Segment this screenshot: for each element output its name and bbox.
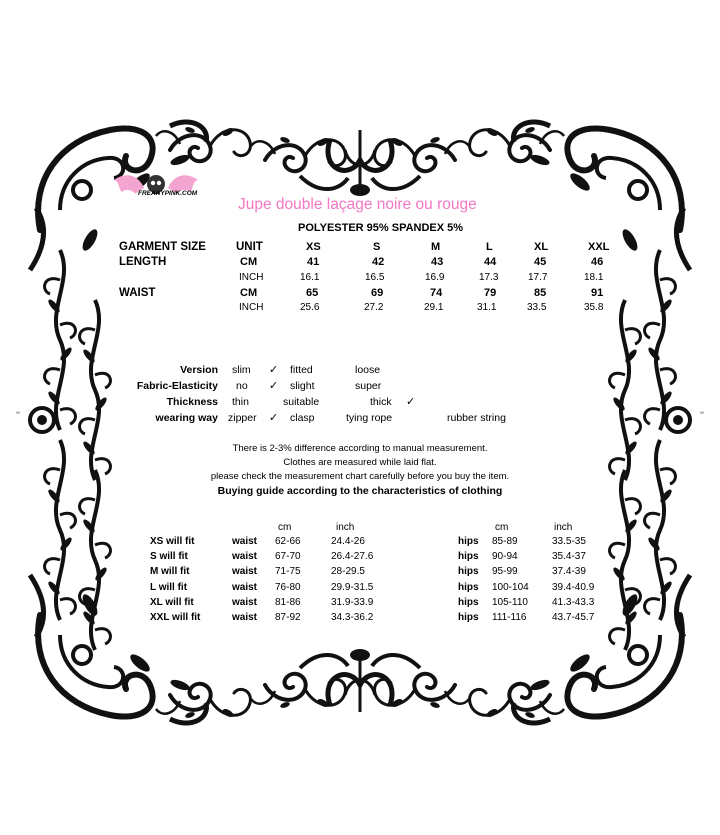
- length-cm-value: 42: [372, 256, 385, 268]
- waist-cm-value: 79: [484, 287, 497, 299]
- guide-hips-label: hips: [458, 581, 479, 593]
- edge-mark-left: ": [16, 410, 20, 422]
- material-label: POLYESTER 95% SPANDEX 5%: [298, 222, 464, 234]
- guide-hips-label: hips: [458, 566, 479, 578]
- characteristic-label-wearing-way: wearing way: [155, 412, 218, 424]
- guide-hips-inch: 35.4-37: [552, 551, 586, 563]
- page-title: Jupe double laçage noire ou rouge: [238, 196, 477, 213]
- guide-hips-inch: 41.3-43.3: [552, 596, 595, 608]
- guide-hips-label: hips: [458, 612, 479, 623]
- guide-waist-inch: 28-29.5: [331, 566, 365, 578]
- length-cm-value: 41: [307, 256, 320, 268]
- guide-waist-inch: 34.3-36.2: [331, 612, 374, 623]
- guide-waist-label: waist: [232, 536, 258, 547]
- guide-waist-cm: 87-92: [275, 612, 301, 623]
- waist-cm-value: 69: [371, 287, 384, 299]
- waist-cm-value: 91: [591, 287, 604, 299]
- guide-hips-label: hips: [458, 596, 479, 608]
- guide-hips-cm: 100-104: [492, 581, 529, 593]
- guide-row-label: XS will fit: [150, 536, 195, 547]
- guide-waist-label: waist: [232, 612, 258, 623]
- check-mark: ✓: [269, 364, 279, 376]
- option-clasp: clasp: [290, 412, 315, 424]
- unit-label: UNIT: [236, 241, 263, 253]
- guide-row-label: M will fit: [150, 566, 190, 578]
- option-no: no: [236, 380, 248, 392]
- length-inch-value: 17.3: [479, 272, 499, 283]
- guide-waist-label: waist: [232, 581, 258, 593]
- length-inch-value: 16.5: [365, 272, 385, 283]
- length-label: LENGTH: [119, 256, 167, 268]
- waist-label: WAIST: [119, 287, 156, 299]
- brand-name: FREAKYPINK.COM: [138, 190, 198, 197]
- note-line: please check the measurement chart carefully before you buy the item.: [210, 471, 510, 482]
- length-cm-value: 46: [591, 256, 604, 268]
- guide-hips-cm: 90-94: [492, 551, 518, 563]
- option-fitted: fitted: [290, 364, 313, 376]
- guide-hips-inch: 43.7-45.7: [552, 612, 595, 623]
- length-inch-value: 18.1: [584, 272, 604, 283]
- guide-waist-cm: 62-66: [275, 536, 301, 547]
- length-inch-value: 16.1: [300, 272, 320, 283]
- guide-hips-inch: 37.4-39: [552, 566, 586, 578]
- size-header: S: [373, 241, 381, 253]
- guide-hips-cm: 95-99: [492, 566, 518, 578]
- size-header: M: [431, 241, 441, 253]
- guide-row-label: XXL will fit: [150, 612, 201, 623]
- unit-cm: CM: [240, 256, 258, 268]
- edge-mark-right: ": [700, 410, 704, 422]
- length-cm-value: 44: [484, 256, 497, 268]
- unit-inch: INCH: [239, 302, 264, 313]
- guide-row-label: L will fit: [150, 581, 188, 593]
- check-mark: ✓: [269, 412, 279, 424]
- option-super: super: [355, 380, 382, 392]
- length-inch-value: 17.7: [528, 272, 548, 283]
- check-mark: ✓: [406, 396, 416, 408]
- option-tying-rope: tying rope: [346, 412, 393, 424]
- guide-hips-label: hips: [458, 551, 479, 563]
- note-line: There is 2-3% difference according to manual measurement.: [232, 443, 488, 454]
- characteristic-label-version: Version: [180, 364, 218, 376]
- guide-hips-cm: 111-116: [492, 612, 527, 623]
- guide-hips-label: hips: [458, 536, 479, 547]
- waist-inch-value: 33.5: [527, 302, 547, 313]
- unit-inch: INCH: [239, 272, 264, 283]
- waist-inch-value: 35.8: [584, 302, 604, 313]
- guide-title: Buying guide according to the characteristics of clothing: [217, 485, 503, 497]
- guide-waist-cm: 81-86: [275, 596, 301, 608]
- garment-size-label: GARMENT SIZE: [119, 241, 206, 253]
- option-slight: slight: [290, 380, 315, 392]
- guide-waist-inch: 26.4-27.6: [331, 551, 374, 563]
- guide-inch-header: inch: [336, 522, 355, 533]
- option-rubber-string: rubber string: [447, 412, 506, 424]
- waist-cm-value: 85: [534, 287, 547, 299]
- option-slim: slim: [232, 364, 251, 376]
- guide-hips-cm: 105-110: [492, 596, 528, 608]
- guide-inch-header: inch: [554, 522, 573, 533]
- option-thin: thin: [232, 396, 249, 408]
- characteristic-label-thickness: Thickness: [166, 396, 218, 408]
- guide-waist-cm: 67-70: [275, 551, 301, 563]
- guide-waist-cm: 71-75: [275, 566, 301, 578]
- guide-hips-cm: 85-89: [492, 536, 518, 547]
- guide-waist-label: waist: [232, 551, 258, 563]
- guide-waist-label: waist: [232, 566, 258, 578]
- option-thick: thick: [370, 396, 392, 408]
- waist-inch-value: 31.1: [477, 302, 497, 313]
- guide-row-label: S will fit: [150, 551, 188, 563]
- check-mark: ✓: [269, 380, 279, 392]
- note-line: Clothes are measured while laid flat.: [283, 457, 437, 468]
- size-header: XL: [534, 241, 549, 253]
- size-header: XS: [306, 241, 321, 253]
- guide-cm-header: cm: [278, 522, 292, 533]
- option-zipper: zipper: [228, 412, 257, 424]
- length-cm-value: 45: [534, 256, 547, 268]
- waist-inch-value: 29.1: [424, 302, 444, 313]
- guide-hips-inch: 33.5-35: [552, 536, 586, 547]
- size-header: XXL: [588, 241, 610, 253]
- option-loose: loose: [355, 364, 381, 376]
- waist-cm-value: 65: [306, 287, 319, 299]
- size-header: L: [486, 241, 493, 253]
- waist-cm-value: 74: [430, 287, 443, 299]
- guide-waist-label: waist: [232, 596, 258, 608]
- guide-cm-header: cm: [495, 522, 509, 533]
- waist-inch-value: 27.2: [364, 302, 384, 313]
- guide-waist-inch: 24.4-26: [331, 536, 365, 547]
- pink-bat-skull-icon: [112, 170, 212, 204]
- unit-cm: CM: [240, 287, 258, 299]
- length-inch-value: 16.9: [425, 272, 445, 283]
- waist-inch-value: 25.6: [300, 302, 320, 313]
- guide-hips-inch: 39.4-40.9: [552, 581, 595, 593]
- guide-waist-cm: 76-80: [275, 581, 301, 593]
- guide-row-label: XL will fit: [150, 596, 194, 608]
- option-suitable: suitable: [283, 396, 320, 408]
- characteristic-label-elasticity: Fabric-Elasticity: [136, 380, 218, 392]
- guide-waist-inch: 31.9-33.9: [331, 596, 374, 608]
- length-cm-value: 43: [431, 256, 444, 268]
- guide-waist-inch: 29.9-31.5: [331, 581, 374, 593]
